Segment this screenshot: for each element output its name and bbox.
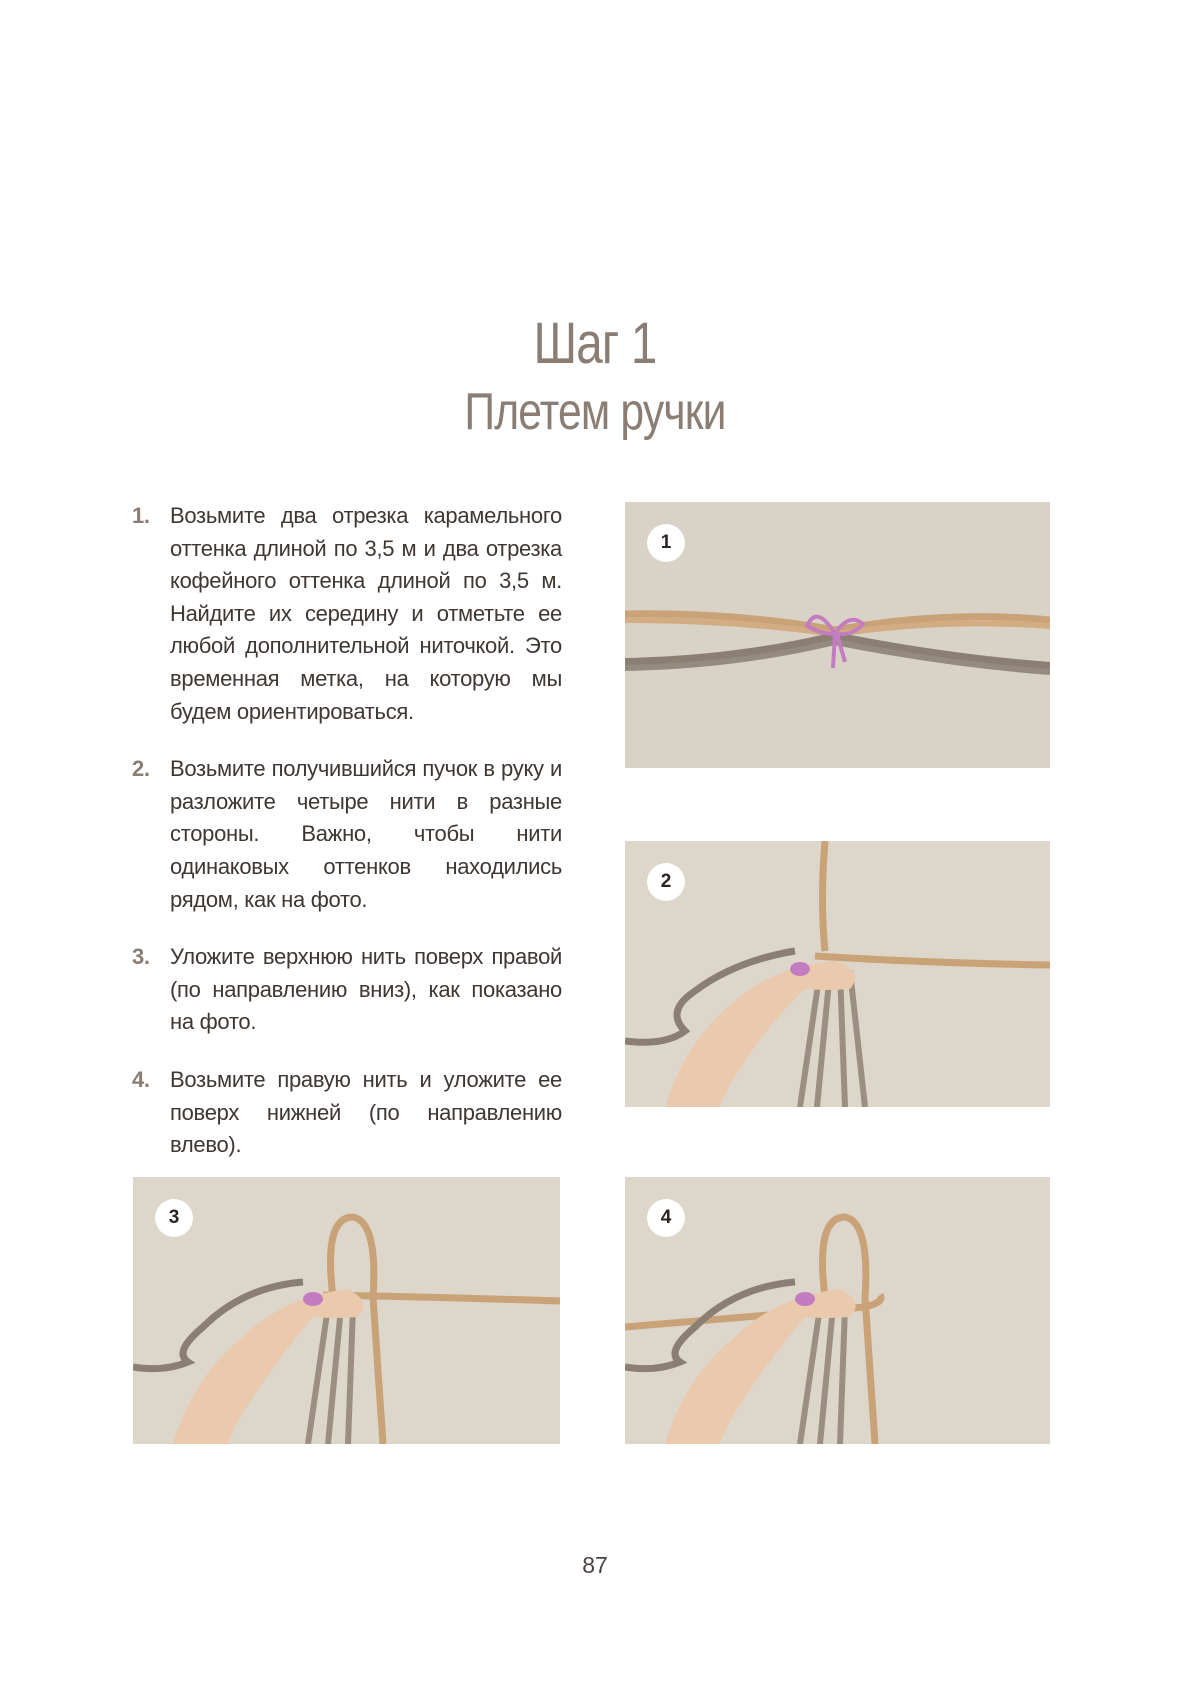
instruction-step-4 [132,1064,562,1162]
photo-badge: 3 [155,1199,193,1237]
step-number: 3. [132,944,150,970]
step-number: 2. [132,756,150,782]
photo-badge: 2 [647,863,685,901]
step-text: Возьмите два отрезка карамельного оттенка длиной по 3,5 м и два отрезка кофейного оттенка длиной по 3,5 м. Найдите их середину и отметьте ее любой дополнительной ниточкой. Это временная метка, на которую мы будем ориентироваться. [170,503,562,724]
photo-badge: 4 [647,1199,685,1237]
cord-over-right-photo [133,1177,560,1444]
step-number: 1. [132,503,150,528]
step-text: Возьмите правую нить и уложите ее поверх нижней (по направлению влево). [170,1066,562,1158]
hand-spreading-cords-photo [625,841,1050,1107]
instruction-step-2 [132,753,562,916]
photo-step-4 [625,1177,1050,1444]
cords-marked-photo [625,502,1050,768]
step-text: Уложите верхнюю нить поверх правой (по направлению вниз), как показано на фото. [170,944,562,1035]
instruction-step-1 [132,500,562,728]
photo-step-3 [133,1177,560,1444]
step-subtitle: Плетем ручки [464,383,726,441]
step-text: Возьмите получившийся пучок в руку и разложите четыре нити в разные стороны. Важно, чтобы нити одинаковых оттенков находились рядом, как на фото. [170,756,562,912]
instructions-list [132,500,562,1187]
page-number: 87 [582,1552,608,1578]
photo-step-1 [625,502,1050,768]
cord-over-bottom-photo [625,1177,1050,1444]
step-number: 4. [132,1066,150,1092]
instruction-step-3 [132,941,562,1039]
step-title: Шаг 1 [533,311,657,376]
photo-step-2 [625,841,1050,1107]
photo-badge: 1 [647,524,685,562]
